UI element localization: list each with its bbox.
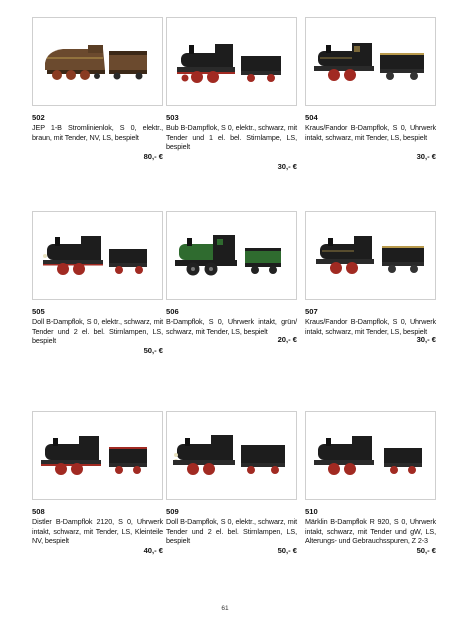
lot-price: 30,- € [416,152,436,161]
lot-number: 508 [32,507,45,516]
black-locomotive-image [33,412,162,499]
lot-price: 50,- € [277,546,297,555]
lot-description: Märklin B-Dampflok R 920, S 0, Uhrwerk intakt, schwarz, mit Tender und gW, LS, Alterungs- und Gebrauchsspuren, Z 2-3 [305,517,436,546]
lot-price: 40,- € [143,546,163,555]
lot-number: 503 [166,113,179,122]
lot-description: JEP 1-B Stromlinienlok, S 0, elektr., braun, mit Tender, NV, LS, bespielt [32,123,163,142]
lot-card [305,211,436,361]
lot-number: 504 [305,113,318,122]
lot-number: 502 [32,113,45,122]
lot-photo [305,411,436,500]
lot-photo [305,17,436,106]
lot-price: 50,- € [416,546,436,555]
lot-price: 50,- € [143,346,163,355]
lot-photo [166,211,297,300]
lot-photo [32,17,163,106]
lot-card [166,211,297,361]
lot-price: 30,- € [416,335,436,344]
lot-photo [305,211,436,300]
lot-description: Doll B-Dampflok, S 0, elektr., schwarz, mit Tender und 2 el. bel. Stirnlampen, LS, bespielt [32,317,163,346]
lot-photo [32,211,163,300]
page-number: 61 [221,605,229,612]
lot-card [305,411,436,561]
lot-description: Kraus/Fandor B-Dampflok, S 0, Uhrwerk intakt, schwarz, mit Tender, LS, bespielt [305,317,436,336]
lot-number: 507 [305,307,318,316]
lot-description: Distler B-Dampflok 2120, S 0, Uhrwerk intakt, schwarz, mit Tender, LS, Kleinteile NV, bespielt [32,517,163,546]
lot-price: 20,- € [277,335,297,344]
lot-card [166,17,297,177]
lot-number: 510 [305,507,318,516]
brown-locomotive-image [33,18,162,105]
lot-photo [166,17,297,106]
lot-photo [166,411,297,500]
lot-card [32,411,163,561]
lot-card [305,17,436,167]
black-locomotive-image [306,412,435,499]
lot-description: Kraus/Fandor B-Dampflok, S 0, Uhrwerk intakt, schwarz, mit Tender, LS, bespielt [305,123,436,142]
lot-card [166,411,297,561]
lot-number: 509 [166,507,179,516]
lot-photo [32,411,163,500]
lot-number: 506 [166,307,179,316]
lot-description: B-Dampflok, S 0, Uhrwerk intakt, grün/ schwarz, mit Tender, LS, bespielt [166,317,297,336]
black-locomotive-image [33,212,162,299]
lot-number: 505 [32,307,45,316]
black-locomotive-image [167,18,296,105]
lot-description: Doll B-Dampflok, S 0, elektr., schwarz, mit Tender und 2 el. bel. Stirnlampen, LS, bespielt [166,517,297,546]
lot-card [32,17,163,167]
lot-price: 30,- € [277,162,297,171]
black-locomotive-image [167,412,296,499]
lot-price: 80,- € [143,152,163,161]
lot-card [32,211,163,361]
black-locomotive-image [306,18,435,105]
black-locomotive-image [306,212,435,299]
green-locomotive-image [167,212,296,299]
lot-description: Bub B-Dampflok, S 0, elektr., schwarz, mit Tender und 1 el. bel. Stirnlampe, LS, bespielt [166,123,297,152]
